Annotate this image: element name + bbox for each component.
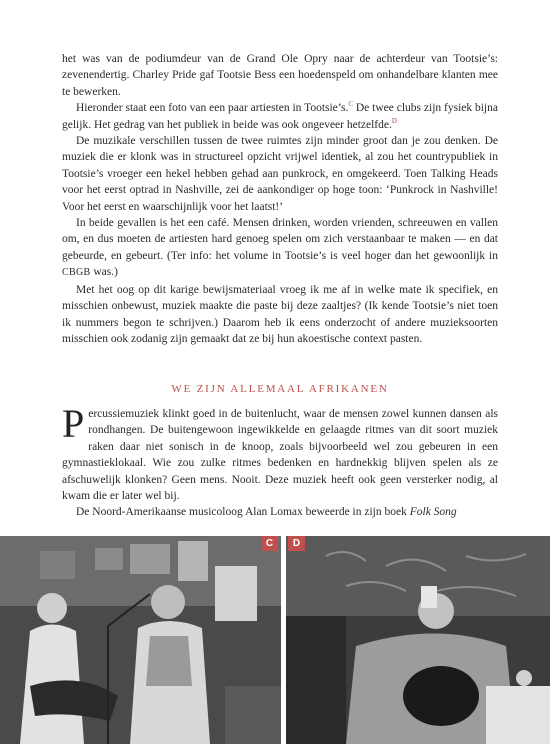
footnote-marker[interactable]: D xyxy=(391,116,397,125)
paragraph xyxy=(62,100,498,133)
photo-cbgb xyxy=(286,536,550,744)
photo-label-c: C xyxy=(261,536,278,551)
section-heading: WE ZIJN ALLEMAAL AFRIKANEN xyxy=(171,383,389,395)
paragraph: Met het oog op dit karige bewijsmateriaal vroeg ik me af in welke mate ik specifiek, en misschien onbewust, muziek maakte die paste bij deze zaaltjes? (Ik kende Tootsie’s niet toen ik nummers begon te schrijven.) Daarom heb ik eens onderzocht of andere muzieksoorten misschien ook zodanig zijn gemaakt dat ze bij hun akoestische context pasten. xyxy=(62,283,498,345)
small-caps-text: CBGB xyxy=(62,267,91,279)
photo-tootsies xyxy=(0,536,281,744)
paragraph-text: ercussiemuziek klinkt goed in de buitenlucht, waar de mensen zowel kunnen dansen als rondhangen. De buitengewoon ingewikkelde en gelaagde ritmes van dit soort muziek raken daar niet sonisch in de knoop, zoals bijvoorbeeld wel zou gebeuren in een gymnastieklokaal. Wie zou zulke ritmes bedenken en hardnekkig blijven spelen als ze afschuwelijk klonken? Geen mens. Nooit. Deze muziek heeft ook geen versterker nodig, al kwam die er later wel bij. xyxy=(62,408,498,503)
paragraph: het was van de podiumdeur van de Grand Ole Opry naar de achterdeur van Tootsie’s: zevenendertig. Charley Pride gaf Tootsie Bess een hoedenspeld om onhandelbare klanten mee te bewerken. xyxy=(62,53,498,98)
photo-label-d: D xyxy=(288,536,305,551)
paragraph-text: was.) xyxy=(90,266,118,279)
body-text xyxy=(62,51,498,347)
paragraph xyxy=(62,504,498,520)
paragraph-text: De Noord-Amerikaanse musicoloog Alan Lomax beweerde in zijn boek xyxy=(76,506,410,519)
paragraph: De muzikale verschillen tussen de twee ruimtes zijn minder groot dan je zou denken. De muziek die er klonk was in structureel opzicht vrijwel identiek, al zou het countrypubliek in Tootsie’s vroeger een hekel hebben gehad aan punkrock, en omgekeerd. Toen Talking Heads voor het eerst optrad in Nashville, zei de aankondiger op hoge toon: ‘Punkrock in Nashville! Voor het eerst en waarschijnlijk voor het laatst!’ xyxy=(62,135,498,213)
paragraph-text: In beide gevallen is het een café. Mensen drinken, worden vrienden, schreeuwen en vallen om, en dus moeten de artiesten hard genoeg spelen om zich verstaanbaar te maken — en dat gebeurde, en gebeurt. (Ter info: het volume in Tootsie’s is veel hoger dan het gewoonlijk in xyxy=(62,217,498,262)
section-text xyxy=(62,401,498,521)
drop-cap: P xyxy=(62,401,85,446)
paragraph-text: Hieronder staat een foto van een paar artiesten in Tootsie’s. xyxy=(76,102,349,115)
photo-tootsies-image xyxy=(0,536,281,744)
book-title: Folk Song xyxy=(409,506,457,519)
footnote-marker[interactable]: C xyxy=(348,100,353,109)
paragraph-text: De twee clubs zijn fysiek bijna gelijk. Het gedrag van het publiek in beide was ook ongeveer hetzelfde. xyxy=(62,102,498,131)
photo-cbgb-image xyxy=(286,536,550,744)
paragraph xyxy=(62,401,498,504)
paragraph xyxy=(62,215,498,282)
